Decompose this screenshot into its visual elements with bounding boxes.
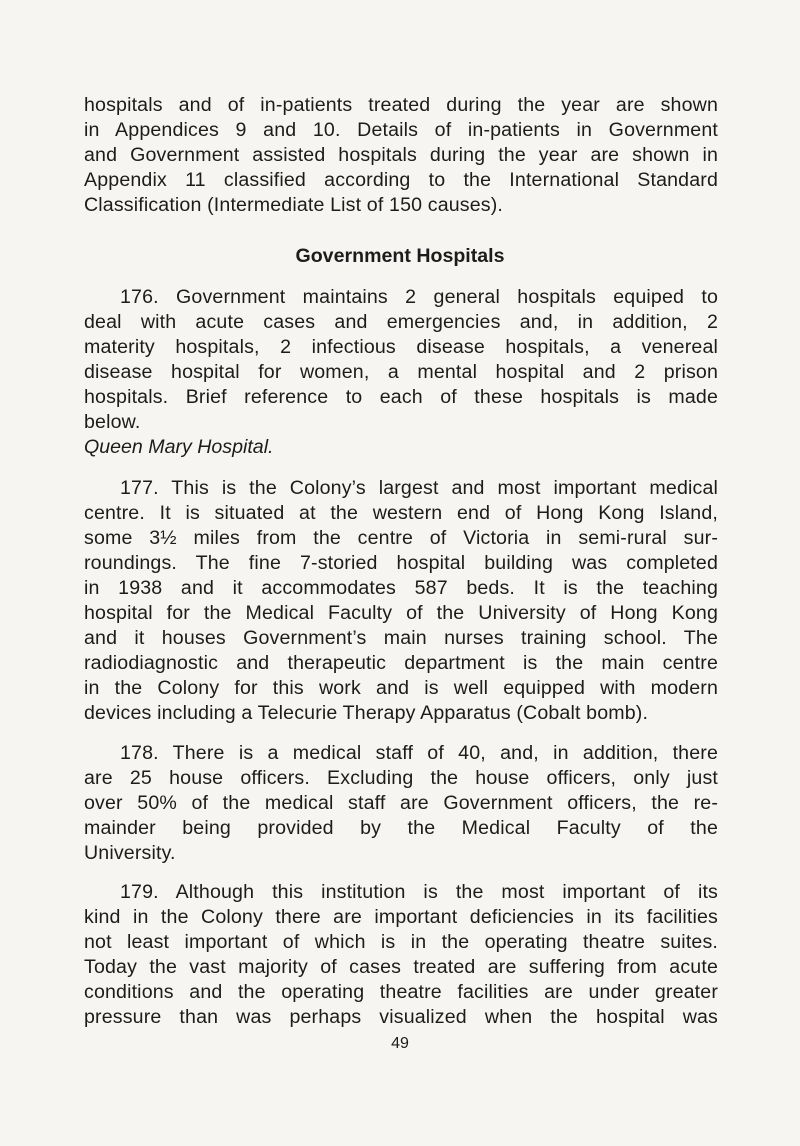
- text-line: in the Colony for this work and is well equipped with modern: [84, 677, 718, 699]
- text-line: centre. It is situated at the western end of Hong Kong Island,: [84, 502, 718, 524]
- text-line: conditions and the operating theatre facilities are under greater: [84, 981, 718, 1003]
- text-line: over 50% of the medical staff are Government officers, the re-: [84, 792, 718, 814]
- text-line: 179. Although this institution is the most important of its: [120, 881, 718, 903]
- paragraph-179: [84, 880, 718, 1030]
- text-line: pressure than was perhaps visualized when the hospital was: [84, 1006, 718, 1028]
- paragraph-176: [84, 285, 718, 435]
- text-line: Appendix 11 classified according to the International Standard: [84, 169, 718, 191]
- paragraph-178: [84, 741, 718, 866]
- page-number: 49: [391, 1035, 409, 1052]
- text-line: some 3½ miles from the centre of Victoria in semi-rural sur-: [84, 527, 718, 549]
- text-line: are 25 house officers. Excluding the house officers, only just: [84, 767, 718, 789]
- text-line: roundings. The fine 7-storied hospital building was completed: [84, 552, 718, 574]
- section-heading: Government Hospitals: [295, 245, 505, 267]
- text-line: 176. Government maintains 2 general hospitals equiped to: [120, 286, 718, 308]
- text-line: radiodiagnostic and therapeutic department is the main centre: [84, 652, 718, 674]
- text-line: Classification (Intermediate List of 150 causes).: [84, 194, 504, 216]
- text-line: in Appendices 9 and 10. Details of in-patients in Government: [84, 119, 718, 141]
- text-line: below.: [84, 411, 141, 433]
- text-line: Today the vast majority of cases treated are suffering from acute: [84, 956, 718, 978]
- text-line: kind in the Colony there are important deficiencies in its facilities: [84, 906, 718, 928]
- text-line: 177. This is the Colony’s largest and most important medical: [120, 477, 718, 499]
- text-line: University.: [84, 842, 176, 864]
- text-line: materity hospitals, 2 infectious disease hospitals, a venereal: [84, 336, 718, 358]
- text-line: deal with acute cases and emergencies and, in addition, 2: [84, 311, 718, 333]
- paragraph-177: [84, 476, 718, 726]
- text-line: in 1938 and it accommodates 587 beds. It is the teaching: [84, 577, 718, 599]
- text-line: devices including a Telecurie Therapy Apparatus (Cobalt bomb).: [84, 702, 649, 724]
- text-line: 178. There is a medical staff of 40, and, in addition, there: [120, 742, 718, 764]
- text-line: and Government assisted hospitals during the year are shown in: [84, 144, 718, 166]
- text-line: disease hospital for women, a mental hospital and 2 prison: [84, 361, 718, 383]
- text-line: and it houses Government’s main nurses training school. The: [84, 627, 718, 649]
- text-line: mainder being provided by the Medical Faculty of the: [84, 817, 718, 839]
- intro-paragraph: [84, 93, 718, 218]
- subsection-heading: Queen Mary Hospital.: [84, 436, 274, 458]
- text-line: hospitals. Brief reference to each of these hospitals is made: [84, 386, 718, 408]
- text-line: hospitals and of in-patients treated during the year are shown: [84, 94, 718, 116]
- text-line: hospital for the Medical Faculty of the University of Hong Kong: [84, 602, 718, 624]
- text-line: not least important of which is in the operating theatre suites.: [84, 931, 718, 953]
